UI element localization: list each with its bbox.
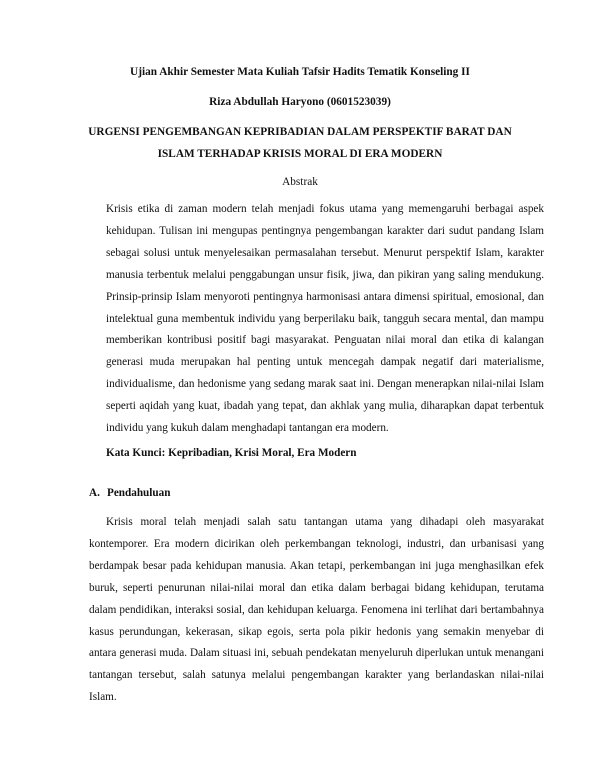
section-heading <box>89 487 170 499</box>
author-line: Riza Abdullah Haryono (0601523039) <box>209 96 391 108</box>
abstract-heading: Abstrak <box>282 176 318 188</box>
course-line: Ujian Akhir Semester Mata Kuliah Tafsir Hadits Tematik Konseling II <box>130 66 470 78</box>
introduction-body: Krisis moral telah menjadi salah satu tantangan utama yang dihadapi oleh masyarakat kontemporer. Era modern dicirikan oleh perkembangan teknologi, industri, dan urbanisasi yang berdampak besar pada kehidupan manusia. Akan tetapi, perkembangan ini juga menghasilkan efek buruk, seperti penurunan nilai-nilai moral dan etika dalam berbagai bidang kehidupan, terutama dalam pendidikan, interaksi sosial, dan kehidupan keluarga. Fenomena ini terlihat dari bertambahnya kasus perundungan, kekerasan, sikap egois, serta pola pikir hedonis yang semakin menyebar di antara generasi muda. Dalam situasi ini, sebuah pendekatan menyeluruh diperlukan untuk menangani tantangan tersebut, salah satunya melalui pengembangan karakter yang berlandaskan nilai-nilai Islam. <box>89 516 544 704</box>
paper-title-line-1: URGENSI PENGEMBANGAN KEPRIBADIAN DALAM PERSPEKTIF BARAT DAN <box>88 126 512 138</box>
abstract-body: Krisis etika di zaman modern telah menjadi fokus utama yang memengaruhi berbagai aspek kehidupan. Tulisan ini mengupas pentingnya pengembangan karakter dari sudut pandang Islam sebagai solusi untuk menyelesaikan permasalahan tersebut. Menurut perspektif Islam, karakter manusia terbentuk melalui penggabungan unsur fisik, jiwa, dan pikiran yang saling mendukung. Prinsip-prinsip Islam menyoroti pentingnya harmonisasi antara dimensi spiritual, emosional, dan intelektual guna membentuk individu yang berperilaku baik, tangguh secara mental, dan mampu memberikan kontribusi positif bagi masyarakat. Penguatan nilai moral dan etika di kalangan generasi muda merupakan hal penting untuk mencegah dampak negatif dari materialisme, individualisme, dan hedonisme yang sedang marak saat ini. Dengan menerapkan nilai-nilai Islam seperti aqidah yang kuat, ibadah yang tepat, dan akhlak yang mulia, diharapkan dapat terbentuk individu yang kukuh dalam menghadapi tantangan era modern. <box>106 203 544 435</box>
section-title: Pendahuluan <box>107 487 171 499</box>
section-number: A. <box>89 487 100 499</box>
keywords: Kata Kunci: Kepribadian, Krisi Moral, Era Modern <box>106 447 357 459</box>
paper-title-line-2: ISLAM TERHADAP KRISIS MORAL DI ERA MODERN <box>157 148 443 160</box>
